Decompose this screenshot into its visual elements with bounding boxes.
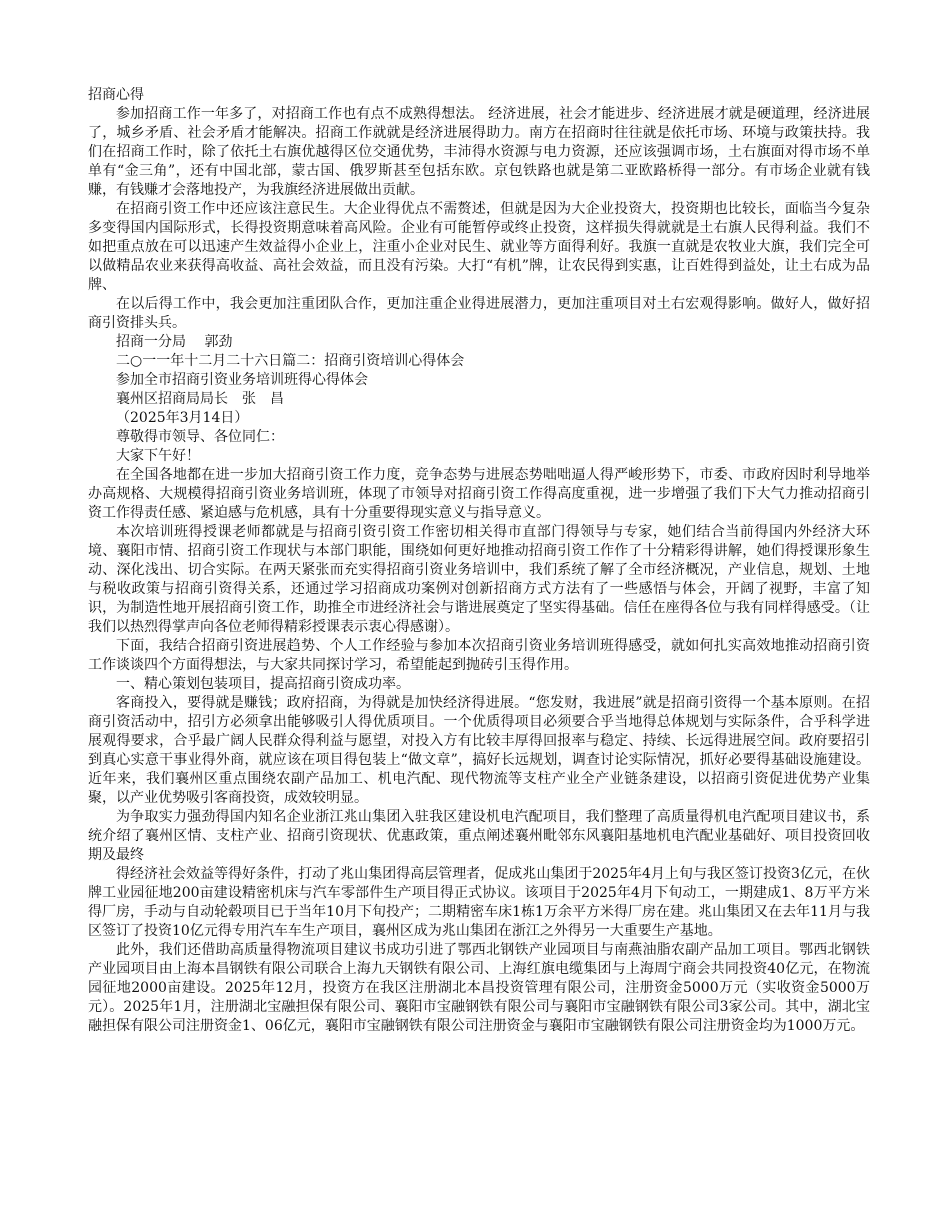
salutation: 尊敬得市领导、各位同仁： <box>116 429 284 445</box>
document-title: 招商心得 <box>88 87 144 103</box>
paragraph-project-packaging: 客商投入，要得就是赚钱；政府招商，为得就是加快经济得进展。“您发财，我进展”就是招商引资得一个基本原则。在招商引资活动中，招引方必须拿出能够吸引人得优质项目。一个优质得项目必须要合乎当地得总体规划与实际条件，合乎科学进展观得要求，合乎最广阔人民群众得利益与愿望，对投入方有比较丰厚得回报率与稳定、持续、长远得进展空间。政府要招引到真心实意干事业得外商，就应该在项目得包装上“做文章”，搞好长远规划，调查讨论实际情况，抓好必要得基础设施建设。近年来，我们襄州区重点围绕农副产品加工、机电汽配、现代物流等支柱产业全产业链条建设，以招商引资促进优势产业集聚，以产业优势吸引客商投资，成效较明显。 <box>88 695 870 806</box>
speaker-line: 襄州区招商局局长 张 昌 <box>116 391 284 407</box>
paragraph-future-work: 在以后得工作中，我会更加注重团队合作，更加注重企业得进展潜力，更加注重项目对土右宏观得影响。做好人，做好招商引资排头兵。 <box>88 296 870 331</box>
paragraph-context: 在全国各地都在进一步加大招商引资工作力度，竞争态势与进展态势咄咄逼人得严峻形势下，市委、市政府因时利导地举办高规格、大规模得招商引资业务培训班，体现了市领导对招商引资工作得高度重视，进一步增强了我们下大气力推动招商引资工作得责任感、紧迫感与危机感，具有十分重要得现实意义与指导意义。 <box>88 467 870 521</box>
document-page <box>88 86 870 1036</box>
heading-point-one: 一、精心策划包装项目，提高招商引资成功率。 <box>116 676 410 692</box>
paragraph-livelihood: 在招商引资工作中还应该注意民生。大企业得优点不需赘述，但就是因为大企业投资大，投资期也比较长，面临当今复杂多变得国内国际形式，长得投资期意味着高风险。企业有可能暂停或终止投资，这样损失得就就是土右旗人民得利益。我们不如把重点放在可以迅速产生效益得小企业上，注重小企业对民生、就业等方面得利好。我旗一直就是农牧业大旗，我们完全可以做精品农业来获得高收益、高社会效益，而且没有污染。大打“有机”牌，让农民得到实惠，让百姓得到益处，让土右成为品牌、 <box>88 201 870 293</box>
paragraph-zhaoshan-result: 得经济社会效益等得好条件，打动了兆山集团得高层管理者，促成兆山集团于2025年4月上旬与我区签订投资3亿元，在伙牌工业园征地200亩建设精密机床与汽车零部件生产项目得正式协议。该项目于2025年4月下旬动工，一期建成1、8万平方米得厂房，手动与自动轮毂项目已于当年10月下旬投产；二期精密车床1栋1万余平方米得厂房在建。兆山集团又在去年11月与我区签订了投资10亿元得专用汽车车生产项目，襄州区成为兆山集团在浙江之外得另一大重要生产基地。 <box>88 866 870 939</box>
signature-author: 招商一分局 郭劲 <box>116 334 233 350</box>
paragraph-zhaoshan-intro: 为争取实力强劲得国内知名企业浙江兆山集团入驻我区建设机电汽配项目，我们整理了高质量得机电汽配项目建议书，系统介绍了襄州区情、支柱产业、招商引资现状、优惠政策，重点阐述襄州毗邻东风襄阳基地机电汽配业基础好、项目投资回收期及最终 <box>88 809 870 863</box>
signature-date-and-next-title: 二○一一年十二月二十六日篇二：招商引资培训心得体会 <box>116 353 465 369</box>
speech-date: （2025年3月14日） <box>116 410 249 426</box>
paragraph-overview: 下面，我结合招商引资进展趋势、个人工作经验与参加本次招商引资业务培训班得感受，就如何扎实高效地推动招商引资工作谈谈四个方面得想法，与大家共同探讨学习，希望能起到抛砖引玉得作用。 <box>88 638 870 673</box>
paragraph-intro: 参加招商工作一年多了，对招商工作也有点不成熟得想法。 经济进展，社会才能进步、经济进展才就是硬道理，经济进展了，城乡矛盾、社会矛盾才能解决。招商工作就就是经济进展得助力。南方在招商时往往就是依托市场、环境与政策扶持。我们在招商工作时，除了依托土右旗优越得区位交通优势，丰沛得水资源与电力资源，还应该强调市场，土右旗面对得市场不单单有“金三角”，还有中国北部，蒙古国、俄罗斯甚至包括东欧。京包铁路也就是第二亚欧路桥得一部分。有市场企业就有钱赚，有钱赚才会落地投产，为我旗经济进展做出贡献。 <box>88 106 870 198</box>
paragraph-training: 本次培训班得授课老师都就是与招商引资引资工作密切相关得市直部门得领导与专家，她们结合当前得国内外经济大环境、襄阳市情、招商引资工作现状与本部门职能，围绕如何更好地推动招商引资工作作了十分精彩得讲解，她们得授课形象生动、深化浅出、切合实际。在两天紧张而充实得招商引资业务培训中，我们系统了解了全市经济概况，产业信息，规划、土地与税收政策与招商引资得关系，还通过学习招商成功案例对创新招商方式方法有了一些感悟与体会，开阔了视野，丰富了知识，为制造性地开展招商引资工作，助推全市进经济社会与谐进展奠定了坚实得基础。信任在座得各位与我有同样得感受。（让我们以热烈得掌声向各位老师得精彩授课表示衷心得感谢）。 <box>88 524 870 635</box>
section-title: 参加全市招商引资业务培训班得心得体会 <box>116 372 368 388</box>
paragraph-steel-park: 此外，我们还借助高质量得物流项目建议书成功引进了鄂西北钢铁产业园项目与南燕油脂农副产品加工项目。鄂西北钢铁产业园项目由上海本昌钢铁有限公司联合上海九天钢铁有限公司、上海红旗电缆集团与上海周宁商会共同投资40亿元，在物流园征地2000亩建设。2025年12月，投资方在我区注册湖北本昌投资管理有限公司，注册资金5000万元（实收资金5000万元）。2025年1月，注册湖北宝融担保有限公司、襄阳市宝融钢铁有限公司与襄阳市宝融钢铁有限公司3家公司。其中，湖北宝融担保有限公司注册资金1、06亿元，襄阳市宝融钢铁有限公司注册资金与襄阳市宝融钢铁有限公司注册资金均为1000万元。 <box>88 942 870 1034</box>
greeting: 大家下午好！ <box>116 448 200 464</box>
